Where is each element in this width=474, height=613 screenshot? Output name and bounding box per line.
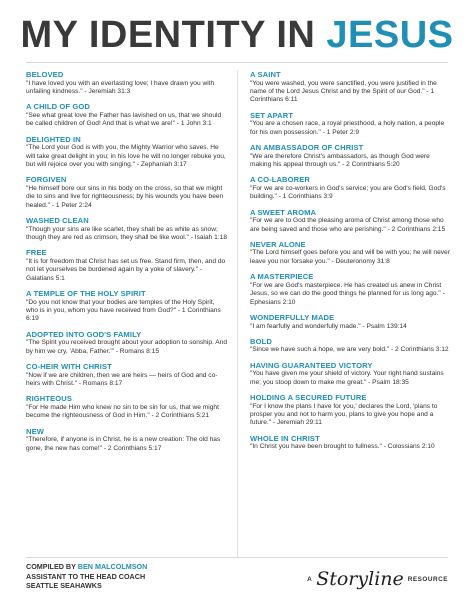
entry-title: WONDERFULLY MADE xyxy=(250,313,335,322)
entry-verse: "For we are to God the pleasing aroma of Christ among those who are being saved and those who are perishing." - 2 Corinthians 2:15 xyxy=(250,217,446,233)
brand-prefix: A xyxy=(307,575,313,583)
entry-verse: "In Christ you have been brought to fullness." - Colossians 2:10 xyxy=(250,443,435,451)
identity-entry xyxy=(26,70,228,96)
identity-entry xyxy=(250,240,452,266)
compiler-team: SEATTLE SEAHAWKS xyxy=(26,581,102,590)
credits xyxy=(26,562,147,591)
entry-verse: "He himself bore our sins in his body on the cross, so that we might die to sins and live for righteousness; by his wounds you have been healed." - 1 Peter 2:24 xyxy=(26,184,224,209)
entry-title: HOLDING A SECURED FUTURE xyxy=(250,393,367,403)
entry-title: WHOLE IN CHRIST xyxy=(250,433,320,443)
identity-entry xyxy=(250,337,452,355)
entry-title: WASHED CLEAN xyxy=(26,216,89,226)
entry-verse: "It is for freedom that Christ has set us free. Stand firm, then, and do not let yourselves be burdened again by a yoke of slavery." - Galatians 5:1 xyxy=(26,257,226,282)
identity-entry xyxy=(250,70,452,105)
entry-verse: "You were washed, you were sanctified, you were justified in the name of the Lord Jesus Christ and by the Spirit of our God." - 1 Corinthians 6:11 xyxy=(250,79,437,104)
entry-verse: "Do you not know that your bodies are temples of the Holy Spirit, who is in you, whom you have received from God?" - 1 Corinthians 6:19 xyxy=(26,298,221,323)
storyline-logo: Storyline xyxy=(316,568,404,590)
entry-verse: "Therefore, if anyone is in Christ, he is a new creation: The old has gone, the new has come!" - 2 Corinthians 5:17 xyxy=(26,436,221,452)
entry-title: FREE xyxy=(26,248,47,258)
entry-title: A CHILD OF GOD xyxy=(26,102,90,112)
entry-title: SET APART xyxy=(250,110,294,120)
identity-entry xyxy=(250,272,452,307)
entry-verse: "For we are co-workers in God's service; you are God's field, God's building." - 1 Corinthians 3:9 xyxy=(250,184,446,201)
identity-entry xyxy=(26,289,228,324)
right-column xyxy=(250,70,452,458)
entry-verse: "See what great love the Father has lavished on us, that we should be called children of God! And that is what we are!" - 1 John 3:1 xyxy=(26,111,222,128)
entry-verse: "The Lord your God is with you, the Mighty Warrior who saves. He will take great delight in you; in his love he will no longer rebuke you, but will rejoice over you with singing." - Zephaniah 3:17 xyxy=(26,144,226,168)
identity-entry xyxy=(26,102,228,128)
entry-verse: "Since we have such a hope, we are very bold." - 2 Corinthians 3:12 xyxy=(250,346,449,354)
identity-entry xyxy=(250,208,452,234)
brand-mark xyxy=(307,568,448,590)
entry-verse: "Though your sins are like scarlet, they shall be as white as snow; though they are red as crimson, they shall be like wool." - Isaiah 1:18 xyxy=(26,225,227,241)
entry-verse: "The Lord himself goes before you and will be with you; he will never leave you nor forsake you." - Deuteronomy 31:8 xyxy=(250,249,450,265)
identity-entry xyxy=(26,248,228,283)
header-rule xyxy=(26,62,448,63)
entry-verse: "We are therefore Christ's ambassadors, as though God were making his appeal through us." - 2 Corinthians 5:20 xyxy=(250,152,430,168)
entry-title: NEVER ALONE xyxy=(250,239,306,249)
left-column xyxy=(26,70,228,459)
entry-title: BOLD xyxy=(250,336,272,346)
title-part-2: JESUS xyxy=(326,14,454,56)
entry-verse: "You have given me your shield of victory. Your right hand sustains me; you stoop down to make me great." - Psalm 18:35 xyxy=(250,370,444,386)
entry-verse: "For I know the plans I have for you,' declares the Lord, 'plans to prosper you and not to harm you, plans to give you hope and a future." - Jeremiah 29:11 xyxy=(250,402,438,427)
identity-entry xyxy=(250,393,452,428)
title-part-1: MY IDENTITY IN xyxy=(20,14,316,56)
identity-entry xyxy=(26,330,228,356)
brand-suffix: RESOURCE xyxy=(407,575,448,583)
entry-title: CO-HEIR WITH CHRIST xyxy=(26,362,112,372)
identity-entry xyxy=(26,175,228,210)
entry-verse: "For we are God's masterpiece. He has created us anew in Christ Jesus, so we can do the good things he planned for us long ago." - Ephesians 2:10 xyxy=(250,281,445,306)
entry-title: ADOPTED INTO GOD'S FAMILY xyxy=(26,329,142,339)
compiler-name: BEN MALCOLMSON xyxy=(77,562,148,571)
identity-entry xyxy=(250,143,452,169)
entry-verse: "You are a chosen race, a royal priesthood, a holy nation, a people for his own possession." - 1 Peter 2:9 xyxy=(250,120,445,136)
entry-title: AN AMBASSADOR OF CHRIST xyxy=(250,143,364,153)
entry-title: BELOVED xyxy=(26,70,64,79)
entry-title: A SAINT xyxy=(250,70,281,79)
entry-title: FORGIVEN xyxy=(26,175,67,185)
compiled-by-label: COMPILED BY xyxy=(26,562,76,571)
identity-entry xyxy=(26,427,228,453)
identity-entry xyxy=(250,434,452,452)
entry-title: RIGHTEOUS xyxy=(26,394,73,404)
identity-entry xyxy=(26,394,228,420)
entry-title: A TEMPLE OF THE HOLY SPIRIT xyxy=(26,289,146,299)
identity-entry xyxy=(250,313,452,331)
identity-entry xyxy=(250,111,452,137)
identity-entry xyxy=(250,175,452,201)
entry-verse: "For He made Him who knew no sin to be sin for us, that we might become the righteousness of God in Him." - 2 Corinthians 5:21 xyxy=(26,403,219,420)
entry-title: A SWEET AROMA xyxy=(250,207,317,217)
entry-verse: "The Spirit you received brought about your adoption to sonship. And by him we cry, 'Abba, Father.'" - Romans 8:15 xyxy=(26,339,228,355)
identity-entry xyxy=(250,361,452,387)
column-divider xyxy=(237,70,238,558)
entry-verse: "I have loved you with an everlasting love; I have drawn you with unfailing kindness." - Jeremiah 31:3 xyxy=(26,79,215,95)
entry-title: HAVING GUARANTEED VICTORY xyxy=(250,360,373,370)
entry-title: A MASTERPIECE xyxy=(250,272,314,282)
identity-entry xyxy=(26,362,228,388)
entry-title: A CO-LABORER xyxy=(250,175,310,185)
entry-title: NEW xyxy=(26,426,45,436)
identity-entry xyxy=(26,216,228,242)
entry-verse: "Now if we are children, then we are heirs — heirs of God and co-heirs with Christ." - Romans 8:17 xyxy=(26,371,218,388)
compiler-role: ASSISTANT TO THE HEAD COACH xyxy=(26,571,146,581)
identity-entry xyxy=(26,135,228,170)
entry-verse: "I am fearfully and wonderfully made." - Psalm 139:14 xyxy=(250,322,407,330)
page-title xyxy=(0,14,474,56)
footer-rule xyxy=(26,557,448,558)
entry-title: DELIGHTED IN xyxy=(26,134,81,144)
